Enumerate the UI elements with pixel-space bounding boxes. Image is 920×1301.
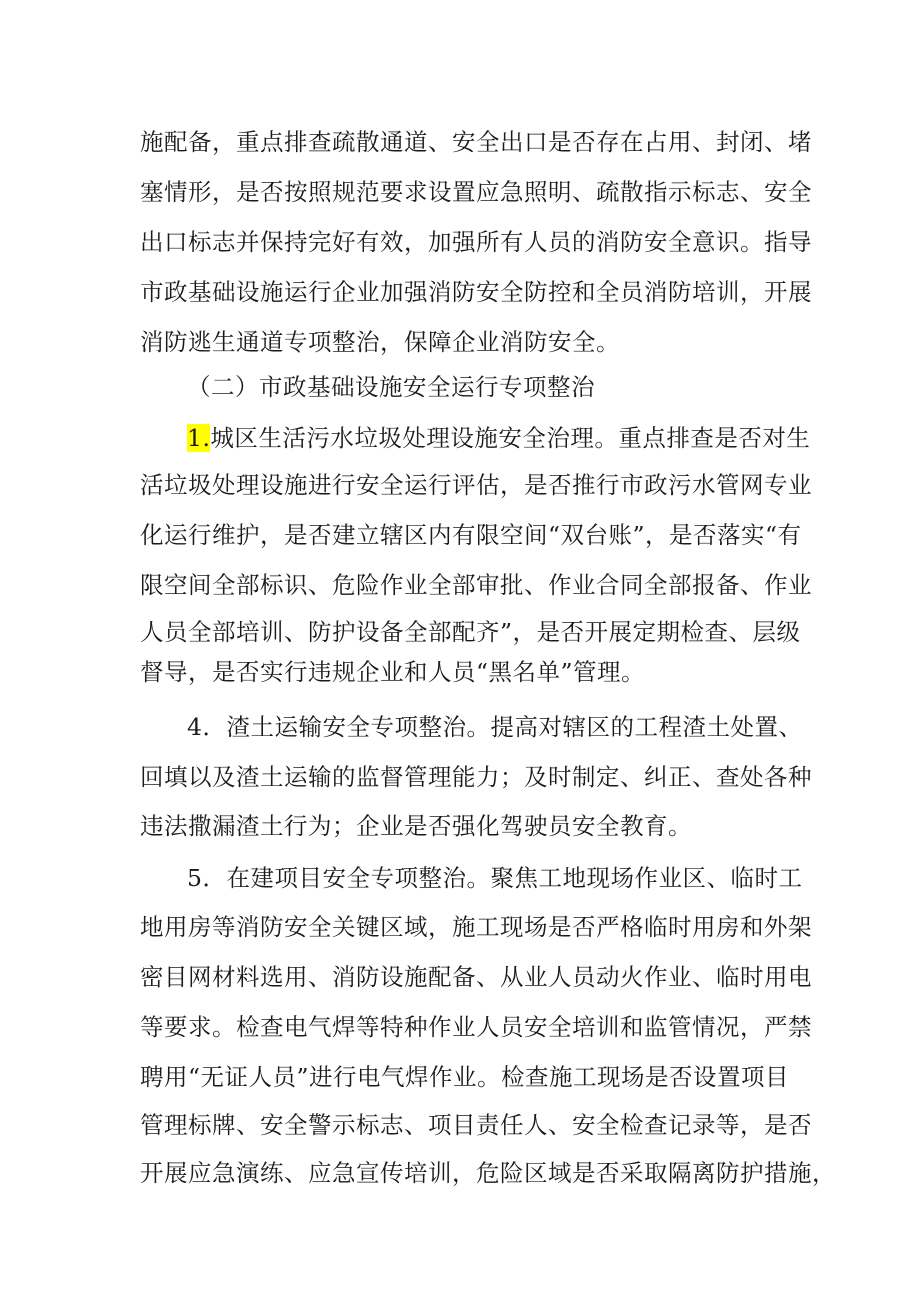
paragraph-line: 出口标志并保持完好有效，加强所有人员的消防安全意识。指导 [140, 228, 812, 256]
paragraph-first-line: 5．在建项目安全专项整治。聚焦工地现场作业区、临时工 [187, 864, 803, 892]
paragraph-first-line [187, 418, 811, 458]
paragraph-line: 地用房等消防安全关键区域，施工现场是否严格临时用房和外架 [140, 913, 812, 941]
paragraph-text: 城区生活污水垃圾处理设施安全治理。重点排查是否对生 [210, 424, 811, 452]
paragraph-line: 限空间全部标识、危险作业全部审批、作业合同全部报备、作业 [140, 571, 812, 599]
paragraph-line: 活垃圾处理设施进行安全运行评估，是否推行市政污水管网专业 [140, 471, 812, 499]
highlighted-item-number: 1. [187, 424, 211, 452]
paragraph-line: 塞情形，是否按照规范要求设置应急照明、疏散指示标志、安全 [140, 178, 812, 206]
paragraph-first-line: 4．渣土运输安全专项整治。提高对辖区的工程渣土处置、 [187, 713, 803, 741]
paragraph-line: 开展应急演练、应急宣传培训，危险区域是否采取隔离防护措施， [140, 1159, 836, 1187]
paragraph-line: 密目网材料选用、消防设施配备、从业人员动火作业、临时用电 [140, 963, 812, 991]
paragraph-line: 化运行维护，是否建立辖区内有限空间“双台账”，是否落实“有 [140, 521, 802, 549]
paragraph-line: 违法撒漏渣土行为；企业是否强化驾驶员安全教育。 [140, 812, 692, 840]
paragraph-line: 督导，是否实行违规企业和人员“黑名单”管理。 [140, 658, 646, 686]
paragraph-line: 聘用“无证人员”进行电气焊作业。检查施工现场是否设置项目 [140, 1063, 790, 1091]
paragraph-line: 施配备，重点排查疏散通道、安全出口是否存在占用、封闭、堵 [140, 128, 812, 156]
section-heading: （二）市政基础设施安全运行专项整治 [187, 373, 595, 401]
paragraph-line: 回填以及渣土运输的监督管理能力；及时制定、纠正、查处各种 [140, 763, 812, 791]
paragraph-line: 市政基础设施运行企业加强消防安全防控和全员消防培训，开展 [140, 278, 812, 306]
paragraph-line: 等要求。检查电气焊等特种作业人员安全培训和监管情况，严禁 [140, 1013, 812, 1041]
paragraph-line: 管理标牌、安全警示标志、项目责任人、安全检查记录等，是否 [140, 1111, 812, 1139]
paragraph-line: 人员全部培训、防护设备全部配齐”，是否开展定期检查、层级 [140, 618, 801, 646]
paragraph-line: 消防逃生通道专项整治，保障企业消防安全。 [140, 328, 620, 356]
